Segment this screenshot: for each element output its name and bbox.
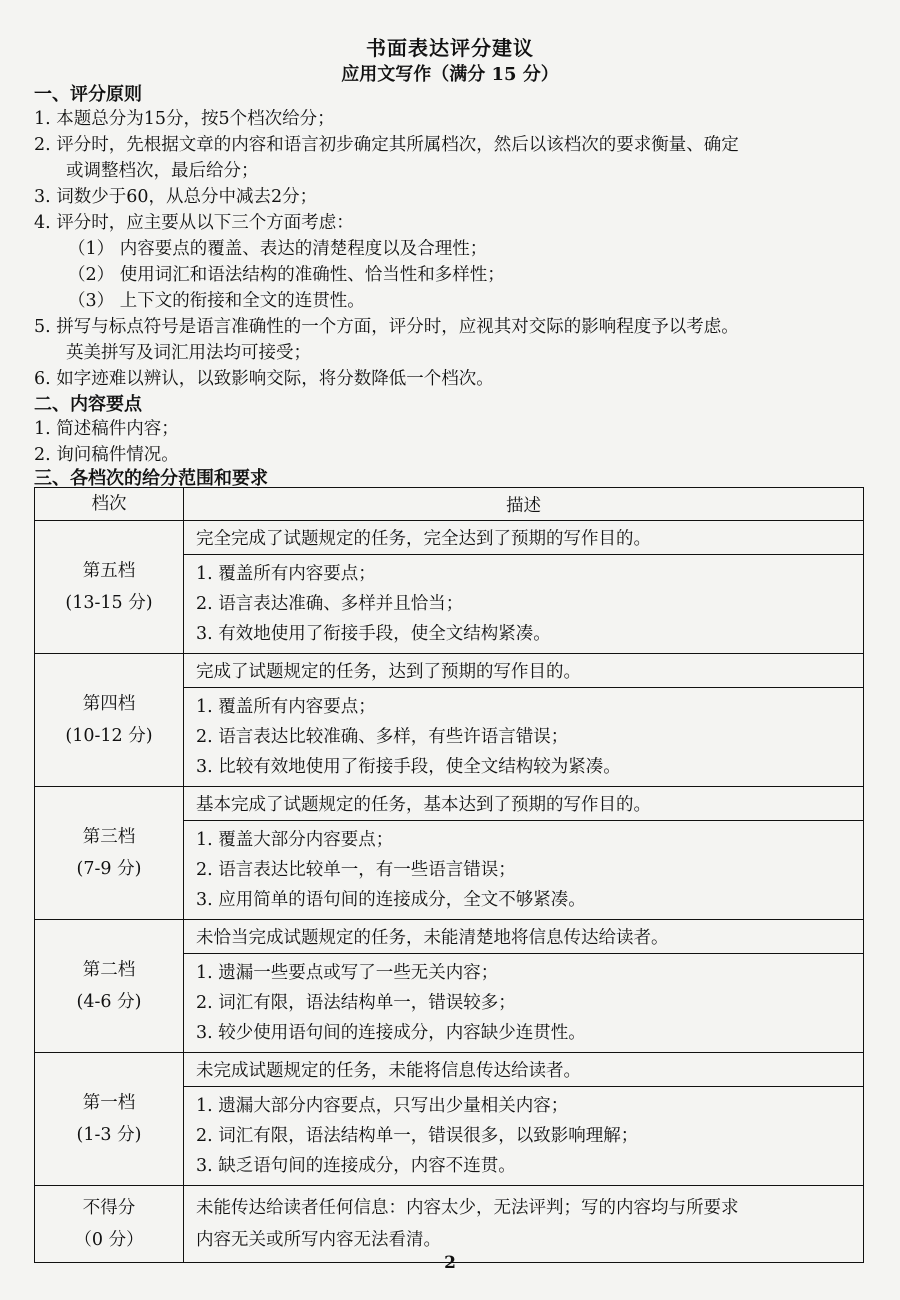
level-point: 1. 覆盖大部分内容要点； <box>196 830 394 850</box>
level-range: (13-15 分) <box>65 593 153 613</box>
level-cell <box>35 654 184 787</box>
level-name: 第三档 <box>82 827 136 847</box>
level-cell <box>35 787 184 920</box>
level-range: (10-12 分) <box>65 726 153 746</box>
principle-subitem: （1） 内容要点的覆盖、表达的清楚程度以及合理性； <box>68 239 488 259</box>
level-points <box>184 688 864 787</box>
table-row <box>35 654 864 688</box>
zero-score-description <box>184 1186 864 1263</box>
table-row <box>35 1053 864 1087</box>
level-name: 第四档 <box>82 694 136 714</box>
level-points <box>184 954 864 1053</box>
table-row <box>35 1186 864 1263</box>
level-point: 2. 语言表达准确、多样并且恰当； <box>196 594 464 614</box>
level-summary: 未完成试题规定的任务，未能将信息传达给读者。 <box>184 1053 864 1087</box>
principle-subitem: （2） 使用词汇和语法结构的准确性、恰当性和多样性； <box>68 265 505 285</box>
level-cell <box>35 1186 184 1263</box>
principle-item: 4. 评分时，应主要从以下三个方面考虑： <box>34 213 354 233</box>
grade-table <box>34 487 864 1263</box>
level-points <box>184 555 864 654</box>
level-point: 2. 词汇有限，语法结构单一，错误很多，以致影响理解； <box>196 1126 639 1146</box>
table-row <box>35 787 864 821</box>
content-point-item: 2. 询问稿件情况。 <box>34 445 179 465</box>
principle-item-continued: 或调整档次，最后给分； <box>66 161 259 181</box>
level-summary: 基本完成了试题规定的任务，基本达到了预期的写作目的。 <box>184 787 864 821</box>
level-name: 第五档 <box>82 561 136 581</box>
level-point: 1. 遗漏一些要点或写了一些无关内容； <box>196 963 499 983</box>
document-subtitle: 应用文写作（满分 15 分） <box>341 64 559 85</box>
level-name: 第一档 <box>82 1093 136 1113</box>
level-point: 3. 较少使用语句间的连接成分，内容缺少连贯性。 <box>196 1023 586 1043</box>
zero-desc-line: 未能传达给读者任何信息：内容太少，无法评判；写的内容均与所要求 <box>196 1198 739 1218</box>
level-point: 1. 遗漏大部分内容要点，只写出少量相关内容； <box>196 1096 569 1116</box>
document-title: 书面表达评分建议 <box>366 36 534 60</box>
level-point: 3. 有效地使用了衔接手段，使全文结构紧凑。 <box>196 624 551 644</box>
zero-desc-line: 内容无关或所写内容无法看清。 <box>196 1230 441 1250</box>
level-summary: 未恰当完成试题规定的任务，未能清楚地将信息传达给读者。 <box>184 920 864 954</box>
level-summary: 完全完成了试题规定的任务，完全达到了预期的写作目的。 <box>184 521 864 555</box>
level-cell <box>35 521 184 654</box>
section-heading-principles: 一、评分原则 <box>34 84 142 105</box>
principle-item: 6. 如字迹难以辨认，以致影响交际，将分数降低一个档次。 <box>34 369 494 389</box>
principle-item: 5. 拼写与标点符号是语言准确性的一个方面，评分时，应视其对交际的影响程度予以考虑。 <box>34 317 739 337</box>
section-heading-content-points: 二、内容要点 <box>34 394 142 415</box>
level-name: 第二档 <box>82 960 136 980</box>
level-point: 2. 语言表达比较单一，有一些语言错误； <box>196 860 516 880</box>
level-points <box>184 821 864 920</box>
level-summary: 完成了试题规定的任务，达到了预期的写作目的。 <box>184 654 864 688</box>
section-heading-grade-bands: 三、各档次的给分范围和要求 <box>34 468 268 489</box>
level-point: 1. 覆盖所有内容要点； <box>196 564 376 584</box>
level-name: 不得分 <box>82 1198 136 1218</box>
level-cell <box>35 1053 184 1186</box>
principle-item: 2. 评分时，先根据文章的内容和语言初步确定其所属档次，然后以该档次的要求衡量、确定 <box>34 135 739 155</box>
level-cell <box>35 920 184 1053</box>
level-point: 3. 比较有效地使用了衔接手段，使全文结构较为紧凑。 <box>196 757 621 777</box>
table-header-row <box>35 488 864 521</box>
level-point: 3. 缺乏语句间的连接成分，内容不连贯。 <box>196 1156 516 1176</box>
principle-subitem: （3） 上下文的衔接和全文的连贯性。 <box>68 291 365 311</box>
level-point: 2. 词汇有限，语法结构单一，错误较多； <box>196 993 516 1013</box>
level-range: (1-3 分) <box>76 1125 142 1145</box>
content-point-item: 1. 简述稿件内容； <box>34 419 179 439</box>
level-point: 2. 语言表达比较准确、多样，有些许语言错误； <box>196 727 569 747</box>
page-number: 2 <box>444 1253 456 1273</box>
level-range: (4-6 分) <box>76 992 142 1012</box>
table-row <box>35 920 864 954</box>
level-point: 1. 覆盖所有内容要点； <box>196 697 376 717</box>
level-points <box>184 1087 864 1186</box>
principle-item-continued: 英美拼写及词汇用法均可接受； <box>66 343 311 363</box>
table-row <box>35 521 864 555</box>
level-point: 3. 应用简单的语句间的连接成分，全文不够紧凑。 <box>196 890 586 910</box>
level-range: （0 分） <box>74 1230 144 1250</box>
principle-item: 3. 词数少于60，从总分中减去2分； <box>34 187 318 207</box>
principle-item: 1. 本题总分为15分，按5个档次给分； <box>34 109 335 129</box>
column-header-description: 描述 <box>184 488 864 521</box>
column-header-level: 档次 <box>35 488 184 521</box>
level-range: (7-9 分) <box>76 859 142 879</box>
